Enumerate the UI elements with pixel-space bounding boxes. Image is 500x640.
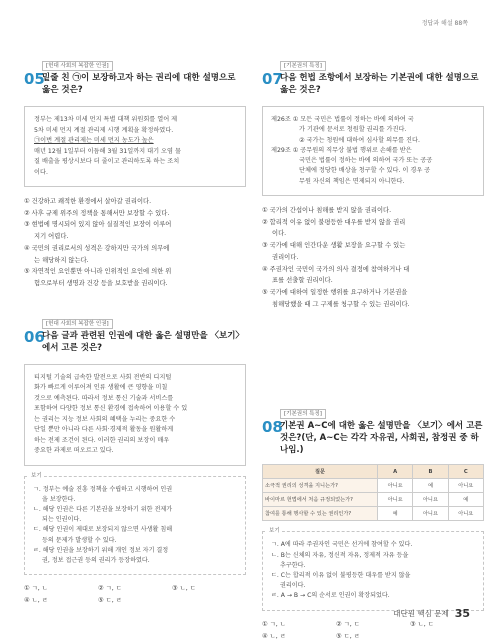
answer-option[interactable]: ③ ㄴ, ㄷ: [410, 620, 434, 628]
question-number: 08: [262, 418, 283, 437]
question-number: 07: [262, 70, 283, 88]
passage-line: 5차 미세 먼지 계절 관리제 시행 계획을 확정하였다.: [34, 126, 174, 134]
table-cell: 아니요: [448, 479, 483, 493]
question-number: 05: [24, 70, 45, 88]
answer-option[interactable]: ⑤ ㄷ, ㄹ: [98, 597, 122, 605]
bogi-item: ㄱ. A에 따라 주권자인 국민은 선거에 참여할 수 있다.: [271, 541, 413, 549]
bogi-item-continued: 을 보장한다.: [42, 495, 76, 503]
page-number: 35: [454, 607, 470, 620]
bogi-box: [262, 528, 484, 610]
table-cell: 아니요: [448, 507, 483, 521]
table-header: A: [377, 465, 412, 479]
bogi-item: ㄹ. 해당 인권을 보장하기 위해 개인 정보 자기 결정: [33, 546, 169, 554]
table-row: [263, 507, 484, 521]
choice-continued: 는 해당하지 않는다.: [34, 256, 89, 264]
law-excerpt: [262, 106, 484, 196]
answer-option[interactable]: ⑤ ㄷ, ㄹ: [336, 632, 360, 640]
answer-options: [24, 583, 246, 604]
bogi-item-continued: 되는 인권이다.: [42, 516, 82, 524]
rights-table: [262, 464, 484, 521]
answer-option[interactable]: ① ㄱ, ㄴ: [262, 620, 286, 628]
table-row: [263, 493, 484, 507]
law-line: 무원 자신의 책임은 면제되지 아니한다.: [299, 177, 405, 185]
question-title: 다음 글과 관련된 인권에 대한 옳은 설명만을 〈보기〉에서 고른 것은?: [42, 330, 244, 353]
bogi-item: ㄷ. C는 합리적 이유 없이 불평등한 대우를 받지 않을: [271, 572, 411, 580]
question-07: [262, 52, 484, 310]
table-cell: 아니요: [413, 493, 448, 507]
law-line: 단체에 정당한 배상을 청구할 수 있다. 이 경우 공: [299, 167, 431, 175]
passage-line: 이다.: [34, 168, 48, 176]
answer-options: [262, 619, 484, 640]
law-line: 제26조 ① 모든 국민은 법률이 정하는 바에 의하여 국: [271, 116, 414, 123]
choice-continued: 침해당했을 때 그 구제를 청구할 수 있는 권리이다.: [272, 300, 410, 308]
choice[interactable]: ④ 주권자인 국민이 국가의 의사 결정에 참여하거나 대: [262, 265, 410, 273]
passage-line: 것으로 예측된다. 따라서 정보 통신 기술과 서비스를: [34, 394, 174, 402]
passage-line: 하는 전제 조건이 된다. 이러한 권리의 보장이 매우: [34, 436, 170, 444]
passage-line: 단일 뿐만 아니라 다른 사회·경제적 활동을 원활하게: [34, 426, 174, 434]
answer-option[interactable]: ④ ㄴ, ㄹ: [24, 597, 48, 605]
question-tag: [기본권의 특징]: [280, 409, 326, 419]
bogi-item: ㄷ. 해당 인권이 제대로 보장되지 않으면 사생활 침해: [33, 526, 173, 534]
answer-option[interactable]: ② ㄱ, ㄷ: [336, 620, 360, 628]
left-column: [24, 52, 246, 604]
choice[interactable]: ⑤ 자연적인 요인뿐만 아니라 인위적인 요인에 의한 위: [24, 268, 172, 276]
table-header: C: [448, 465, 483, 479]
choice-continued: 지기 어렵다.: [34, 233, 69, 241]
page-footer: [393, 607, 470, 620]
table-row: [263, 479, 484, 493]
question-number: 06: [24, 327, 45, 346]
choice[interactable]: ③ 현법에 명시되어 있지 않아 실질적인 보장이 이루어: [24, 221, 172, 229]
question-passage: [24, 364, 246, 466]
question-title: 기본권 A~C에 대한 옳은 설명만을 〈보기〉에서 고른 것은?(단, A~C는 각각 자유권, 사회권, 참정권 중 하나임.): [280, 421, 483, 456]
answer-option[interactable]: ④ ㄴ, ㄹ: [262, 632, 286, 640]
choice[interactable]: ① 건강하고 쾌적한 환경에서 살아갈 권리이다.: [24, 198, 152, 205]
choice[interactable]: ② 합리적 이유 없이 불평등한 대우를 받지 않을 권리: [262, 218, 406, 226]
table-cell: 예: [413, 479, 448, 493]
choice-continued: 험으로부터 생명과 건강 등을 보호받을 권리이다.: [34, 279, 168, 287]
bogi-title: 보기: [269, 528, 280, 535]
bogi-item-continued: 추구한다.: [280, 561, 306, 569]
law-line: 제29조 ① 공무원의 직무상 불법 행위로 손해를 받은: [271, 146, 412, 154]
table-cell: 예: [448, 493, 483, 507]
bogi-item-continued: 권리이다.: [280, 582, 306, 590]
passage-line: 중요한 과제로 떠오르고 있다.: [34, 447, 114, 455]
table-cell: 아니요: [413, 507, 448, 521]
passage-line: 화가 빠르게 이루어져 인류 생활에 큰 영향을 미칠: [34, 384, 168, 392]
answer-choices: [24, 197, 246, 290]
question-title: 밑줄 친 ㉠이 보장하고자 하는 권리에 대한 설명으로 옳은 것은?: [42, 73, 236, 95]
choice[interactable]: ④ 국민의 권리로서의 성격은 강하지만 국가의 의무에: [24, 244, 170, 252]
choice-continued: 권리이다.: [272, 253, 299, 261]
table-header: 질문: [263, 465, 378, 479]
question-08: [262, 400, 484, 639]
question-tag: [헌대 사회의 복잡한 인권]: [42, 61, 113, 71]
question-passage: [24, 106, 246, 187]
bogi-item-continued: 권, 정보 접근권 등의 권리가 등장하였다.: [42, 557, 150, 565]
question-06: [24, 310, 246, 605]
table-cell: 예: [377, 507, 412, 521]
footer-label: 대단원 핵심 문제: [393, 609, 449, 618]
passage-line: 는 권리는 지능 정보 사회의 혜택을 누리는 중요한 수: [34, 415, 176, 423]
table-cell: 아니요: [377, 479, 412, 493]
passage-line: 정부는 제13차 미세 먼지 특별 대책 위원회를 열어 제: [34, 116, 178, 123]
law-line: ② 국가는 청원에 대하여 심사할 의무를 진다.: [299, 136, 420, 144]
bogi-title: 보기: [31, 472, 42, 479]
table-cell: 아니요: [377, 493, 412, 507]
passage-line: 포함하여 다양한 정보 통신 환경에 접속하여 이용할 수 있: [34, 405, 188, 413]
bogi-item: ㄱ. 정부는 예술 진흥 정책을 수립하고 시행하여 인권: [33, 485, 173, 493]
choice[interactable]: ③ 국가에 대해 인간다운 생활 보장을 요구할 수 있는: [262, 242, 406, 250]
bogi-item: ㄴ. B는 신체의 자유, 정신적 자유, 정제적 자유 등을: [271, 551, 409, 559]
answer-option[interactable]: ① ㄱ, ㄴ: [24, 585, 48, 593]
bogi-item: ㄴ. 해당 인권은 다른 기본권을 보장하기 위한 전제가: [33, 506, 173, 514]
passage-line: 티지털 기술의 급속한 발전으로 사회 전반의 디지털: [34, 373, 172, 381]
right-column: [262, 52, 484, 640]
answer-choices: [262, 206, 484, 310]
question-tag: [헌대 사회의 복잡한 인권]: [42, 319, 113, 329]
passage-line-underlined: ㉠이번 계절 관리제는 미세 먼지 농도가 높은: [34, 137, 154, 144]
choice[interactable]: ② 사후 규제 위주의 정책을 통해서만 보장할 수 있다.: [24, 209, 170, 217]
law-line: 국민은 법률이 정하는 바에 의하여 국가 또는 공공: [299, 157, 433, 165]
choice[interactable]: ① 국가의 간섭이나 침해를 받지 않을 권리이다.: [262, 207, 392, 215]
choice-continued: 이다.: [272, 230, 287, 238]
choice[interactable]: ⑤ 국가에 대하여 일정한 행위를 요구하거나 기본권을: [262, 289, 408, 296]
passage-line: 질 배출을 평상시보다 더 줄이고 관리하도록 하는 조치: [34, 158, 180, 165]
question-title: 다음 헌법 조항에서 보장하는 기본권에 대한 설명으로 옳은 것은?: [280, 73, 479, 95]
table-cell: 참여를 통해 행사할 수 있는 권리인가?: [263, 507, 378, 521]
answer-option[interactable]: ③ ㄴ, ㄷ: [172, 585, 196, 593]
bogi-item-continued: 등의 문제가 발생할 수 있다.: [42, 536, 117, 544]
passage-line: 매년 12월 1일부터 이듬해 3월 31일까지 대기 오염 물: [34, 147, 181, 155]
bogi-item: ㄹ. A → B → C의 순서로 인권이 확장되었다.: [271, 592, 390, 600]
law-line: 가 기관에 문서로 청원할 권리를 가진다.: [299, 126, 407, 134]
answer-option[interactable]: ② ㄱ, ㄷ: [98, 585, 122, 593]
choice-continued: 표를 선출할 권리이다.: [272, 277, 333, 285]
bogi-box: [24, 472, 246, 576]
question-tag: [기본권의 특징]: [280, 61, 326, 71]
answer-reference: 정답과 해설 88쪽: [421, 20, 468, 27]
table-cell: 바이마르 헌법에서 처음 규정되었는가?: [263, 493, 378, 507]
question-05: [24, 52, 246, 290]
table-header: B: [413, 465, 448, 479]
table-cell: 소극적 권리의 성격을 지니는가?: [263, 479, 378, 493]
